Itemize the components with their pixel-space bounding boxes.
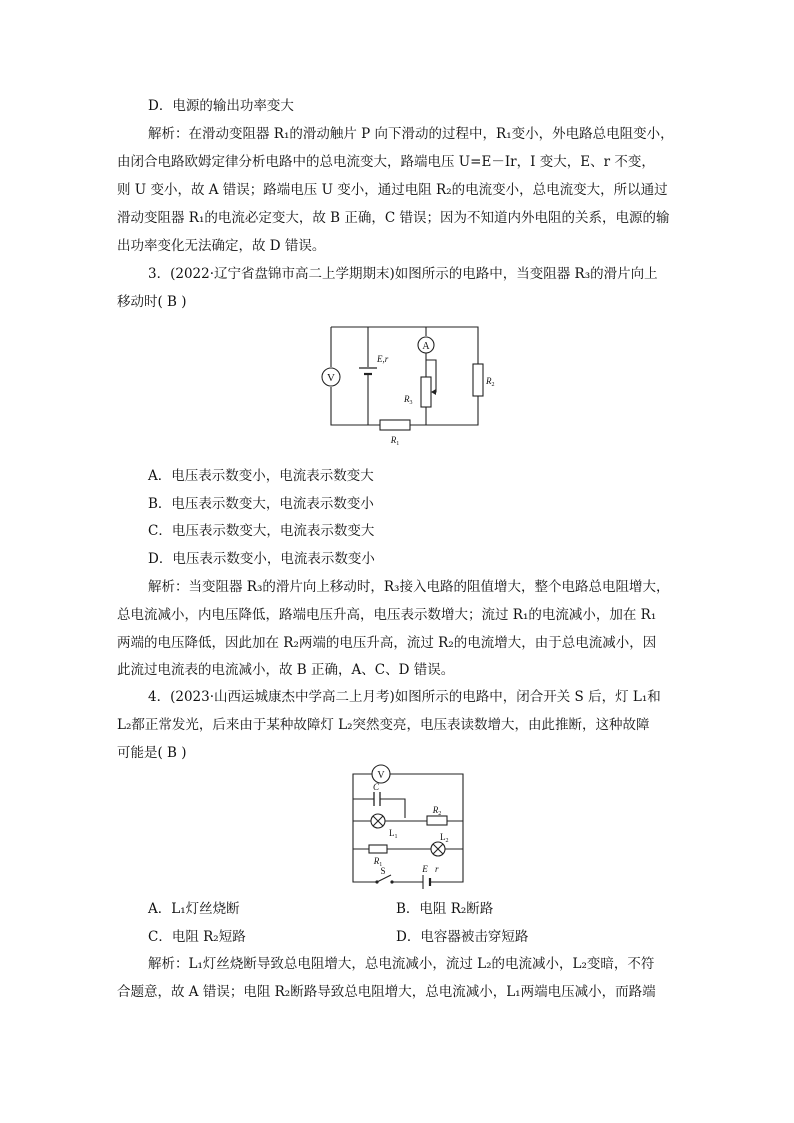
r3-slider-arrow [431, 389, 436, 395]
wire [331, 327, 478, 364]
q4-stem-line: L₂都正常发光，后来由于某种故障灯 L₂突然变亮，电压表读数增大，由此推断，这种故障 [117, 717, 650, 733]
internal-resistance-label: r [435, 864, 439, 874]
q3-analysis-line: 解析：当变阻器 R₃的滑片向上移动时，R₃接入电路的阻值增大，整个电路总电阻增大， [148, 579, 670, 595]
r1-resistor [380, 420, 410, 430]
q2-analysis-line: 解析：在滑动变阻器 R₁的滑动触片 P 向下滑动的过程中，R₁变小，外电路总电阻变小， [148, 126, 674, 142]
q2-analysis-line: 滑动变阻器 R₁的电流必定变大，故 B 正确，C 错误；因为不知道内外电阻的关系，电源的输 [117, 210, 670, 226]
q4-option-c: C．电阻 R₂短路 [148, 929, 246, 945]
r2-label: $R_2$ [486, 376, 495, 388]
source-label: E,r [377, 354, 389, 364]
wire [353, 799, 405, 818]
q4-option-d: D．电容器被击穿短路 [396, 929, 529, 945]
lamp-l1-cross [373, 816, 383, 826]
r3-label: $R_3$ [404, 394, 413, 406]
switch-label: S [380, 866, 386, 876]
r1-label: $R_1$ [373, 856, 383, 868]
q3-circuit-diagram [315, 322, 495, 447]
q2-analysis-line: 出功率变化无法确定，故 D 错误。 [117, 238, 326, 254]
q2-analysis-line: 由闭合电路欧姆定律分析电路中的总电流变大，路端电压 U=E－Ir，I 变大，E、r 不变， [117, 154, 655, 170]
q4-option-a: A．L₁灯丝烧断 [148, 901, 240, 917]
wire [410, 396, 478, 425]
lamp-l2-cross [433, 844, 443, 854]
q4-analysis-line: 合题意，故 A 错误；电阻 R₂断路导致总电阻增大，总电流减小，L₁两端电压减小，而路端 [117, 984, 656, 1000]
ammeter-label: A [422, 341, 430, 352]
q3-option-b: B．电压表示数变大，电流表示数变小 [148, 496, 374, 512]
r1-label: $R_1$ [390, 435, 400, 447]
q3-stem-line: 移动时( B ) [117, 294, 187, 310]
q2-option-d: D．电源的输出功率变大 [148, 98, 294, 114]
wire [331, 387, 380, 425]
l2-label: $L_2$ [440, 832, 449, 844]
q3-analysis-line: 两端的电压降低，因此加在 R₂两端的电压升高，流过 R₂的电流增大，由于总电流减小，因 [117, 635, 657, 651]
switch-contact [390, 880, 393, 883]
voltmeter-label: V [327, 372, 335, 384]
q3-option-d: D．电压表示数变小，电流表示数变小 [148, 551, 375, 567]
q3-option-a: A．电压表示数变小，电流表示数变大 [148, 468, 374, 484]
q3-analysis-line: 总电流减小，内电压降低，路端电压升高，电压表示数增大；流过 R₁的电流减小，加在 R₁ [117, 607, 657, 623]
q4-option-b: B．电阻 R₂断路 [396, 901, 494, 917]
q4-analysis-line: 解析：L₁灯丝烧断导致总电阻增大，总电流减小，流过 L₂的电流减小，L₂变暗，不符 [148, 956, 655, 972]
q2-analysis-line: 则 U 变小，故 A 错误；路端电压 U 变小，通过电阻 R₂的电流变小，总电流变大，所以通过 [117, 182, 668, 198]
r3-resistor [421, 377, 431, 407]
r2-resistor [427, 816, 447, 825]
switch-lever [377, 875, 391, 882]
q4-stem-line: 可能是( B ) [117, 745, 187, 761]
q3-option-c: C．电压表示数变大，电流表示数变大 [148, 523, 375, 539]
r2-label: $R_2$ [432, 805, 442, 817]
q3-analysis-line: 此流过电流表的电流减小，故 B 正确，A、C、D 错误。 [117, 662, 455, 678]
wire [353, 794, 377, 882]
q4-stem-line: 4．(2023·山西运城康杰中学高二上月考)如图所示的电路中，闭合开关 S 后，灯 L₁和 [148, 689, 661, 705]
r1-resistor [369, 845, 387, 853]
r2-resistor [473, 364, 483, 396]
q4-circuit-diagram [345, 763, 475, 891]
capacitor-label: C [372, 782, 380, 792]
wire [353, 774, 372, 794]
l1-label: $L_1$ [389, 828, 398, 840]
emf-label: E [422, 864, 428, 874]
q3-stem-line: 3．(2022·辽宁省盘锦市高二上学期期末)如图所示的电路中，当变阻器 R₃的滑片向上 [148, 266, 658, 282]
voltmeter-label: V [377, 770, 385, 781]
